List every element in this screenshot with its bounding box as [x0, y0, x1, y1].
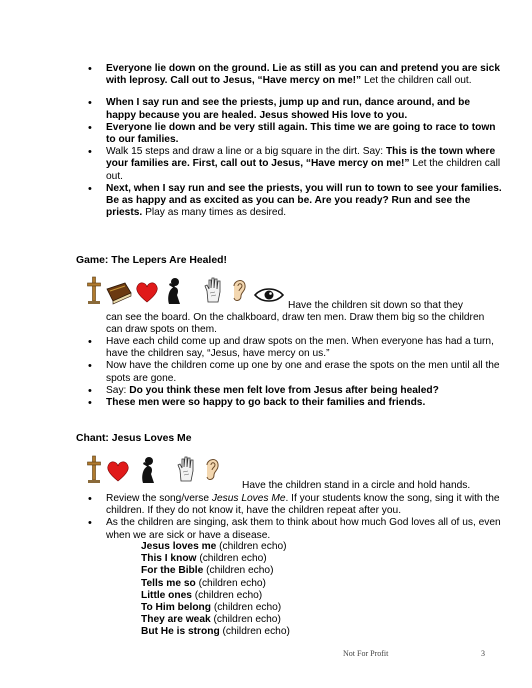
game-intro: Have the children sit down so that they [288, 300, 463, 311]
chant-lines [141, 541, 290, 639]
game-intro-continued: can see the board. On the chalkboard, draw ten men. Draw them big so the children can draw spots on them. [106, 312, 485, 336]
hand-icon [176, 456, 196, 482]
chant-heading: Chant: Jesus Loves Me [76, 433, 192, 444]
ear-icon [203, 456, 221, 482]
list-item: • Say: Do you think these men felt love from Jesus after being healed? [76, 385, 502, 397]
cross-icon [86, 455, 102, 485]
list-item: • As the children are singing, ask them to think about how much God loves all of us, even when we are sick or have a disease. [76, 517, 502, 541]
chant-intro: Have the children stand in a circle and hold hands. [242, 480, 471, 491]
list-item: • These men were so happy to go back to their families and friends. [76, 397, 502, 409]
list-item: • Walk 15 steps and draw a line or a big square in the dirt. Say: This is the town where your families are. First, call out to Jesus, “Have mercy on me!” Let the children call out. [76, 146, 502, 183]
chant-bullet-list [76, 493, 502, 542]
game-heading: Game: The Lepers Are Healed! [76, 255, 227, 266]
chant-line: This I know (children echo) [141, 553, 267, 565]
chant-line: But He is strong (children echo) [141, 626, 290, 638]
list-item: • Have each child come up and draw spots on the men. When everyone has had a turn, have the children say, “Jesus, have mercy on us.” [76, 336, 502, 360]
game-bullet-list [76, 336, 502, 409]
bible-icon [105, 281, 133, 305]
eye-icon [254, 288, 284, 302]
chant-line: For the Bible (children echo) [141, 565, 274, 577]
list-item: • When I say run and see the priests, jump up and run, dance around, and be happy because you are healed. Jesus showed His love to you. [76, 97, 502, 121]
list-item: • Everyone lie down on the ground. Lie as still as you can and pretend you are sick with leprosy. Call out to Jesus, “Have mercy on me!” Let the children call out. [76, 63, 502, 87]
list-item: • Everyone lie down and be very still again. This time we are going to race to town to our families. [76, 122, 502, 146]
footer-text: Not For Profit [343, 649, 389, 658]
hand-icon [203, 277, 223, 303]
ear-icon [230, 277, 248, 303]
chant-line: They are weak (children echo) [141, 614, 281, 626]
cross-icon [86, 276, 102, 306]
praying-person-icon [164, 277, 184, 305]
game-icon-row [86, 276, 286, 304]
chant-line: Jesus loves me (children echo) [141, 541, 287, 552]
list-item: • Now have the children come up one by one and erase the spots on the men until all the spots are gone. [76, 360, 502, 384]
praying-person-icon [138, 456, 158, 484]
chant-icon-row [86, 455, 236, 483]
activity-bullet-list [76, 63, 502, 219]
page-number: 3 [481, 649, 485, 658]
list-item: • Next, when I say run and see the priests, you will run to town to see your families. Be as happy and as excited as you can be. Are you ready? Run and see the priests. Play as many times as desired. [76, 183, 502, 220]
chant-line: Tells me so (children echo) [141, 577, 266, 589]
heart-icon [135, 281, 159, 303]
chant-line: To Him belong (children echo) [141, 602, 282, 614]
list-item: • Review the song/verse Jesus Loves Me. If your students know the song, sing it with the children. If they do not know it, have the children repeat after you. [76, 493, 502, 517]
heart-icon [106, 460, 130, 482]
chant-line: Little ones (children echo) [141, 589, 263, 601]
